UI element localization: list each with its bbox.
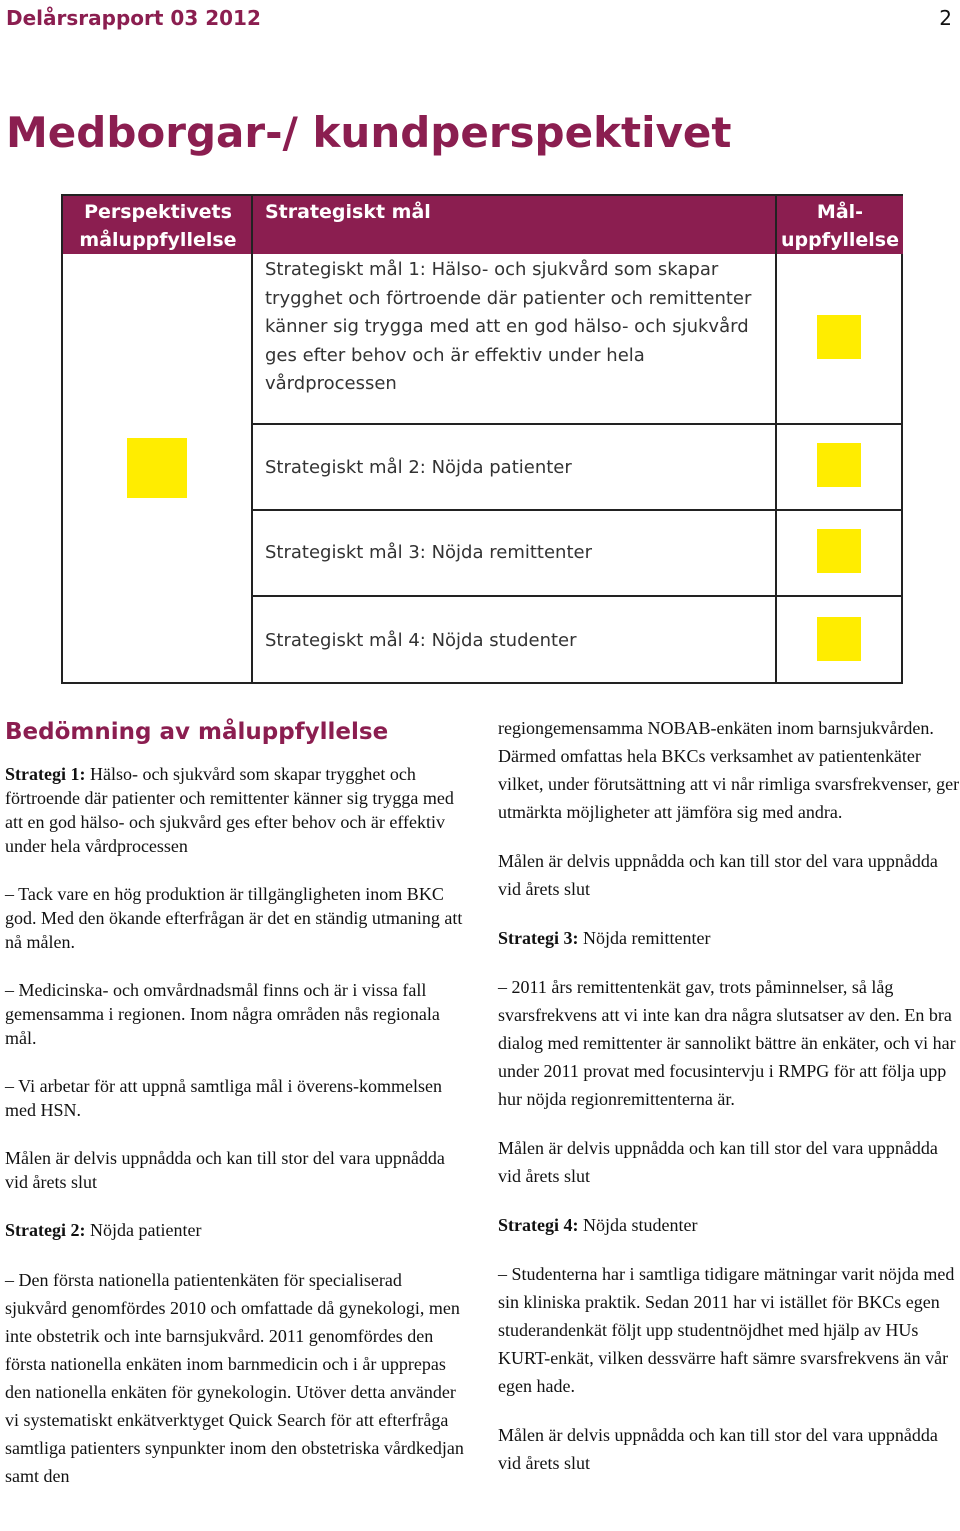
strategy-2-bullet-1: – Den första nationella patientenkäten för specialiserad sjukvård genomfördes 2010 och omfattade då gynekologi, men inte obstetrik och inte barnsjukvård. 2011 genomfördes den första nationella enkäten inom barnmedicin och i år upprepas den nationella enkäten för gynekologin. Utöver detta använder vi systematiskt enkätverktyget Quick Search för att efterfråga samtliga patienters synpunkter inom den obstetriska vårdkedjan samt den bbox=[5, 1270, 464, 1486]
strategy-1-bullet-2: – Medicinska- och omvårdnadsmål finns och är i vissa fall gemensamma i regionen. Inom några områden nås regionala mål. bbox=[5, 980, 440, 1048]
strategy-4-label: Strategi 4: bbox=[498, 1215, 579, 1235]
strategy-3-text: Nöjda remittenter bbox=[582, 928, 711, 948]
table-header-strategic-goal: Strategiskt mål bbox=[253, 196, 777, 254]
page-title: Medborgar-/ kundperspektivet bbox=[6, 108, 732, 157]
strategy-2-label: Strategi 2: bbox=[5, 1220, 86, 1240]
strategy-3-paragraph bbox=[498, 924, 960, 952]
strategy-1-result: Målen är delvis uppnådda och kan till stor del vara uppnådda vid årets slut bbox=[5, 1148, 445, 1192]
goal-2-text: Strategiskt mål 2: Nöjda patienter bbox=[265, 457, 572, 478]
left-column bbox=[5, 716, 467, 1514]
strategy-2-paragraph bbox=[5, 1218, 467, 1242]
assessment-heading: Bedömning av måluppfyllelse bbox=[5, 719, 389, 745]
goal-4-text: Strategiskt mål 4: Nöjda studenter bbox=[265, 630, 577, 651]
strategy-3-result: Målen är delvis uppnådda och kan till stor del vara uppnådda vid årets slut bbox=[498, 1138, 938, 1186]
strategy-4-result: Målen är delvis uppnådda och kan till stor del vara uppnådda vid årets slut bbox=[498, 1425, 938, 1473]
strategy-3-bullet-1: – 2011 års remittentenkät gav, trots påminnelser, så låg svarsfrekvens att vi inte kan dra några slutsatser av den. En bra dialog med remittenter är sannolikt bättre än enkäter, och vi har under 2011 provat med focusintervju i RMPG för att följa upp hur nöjda regionremittenterna är. bbox=[498, 977, 956, 1109]
right-column bbox=[498, 714, 960, 1498]
strategy-1-text: Hälso- och sjukvård som skapar trygghet och förtroende där patienter och remittenter känner sig trygga med att en god hälso- och sjukvård ges efter behov och är effektiv under hela vårdprocessen bbox=[5, 764, 454, 856]
table-divider bbox=[253, 595, 901, 597]
page-number: 2 bbox=[939, 6, 952, 30]
goal-2-status-indicator bbox=[817, 443, 861, 487]
table-divider bbox=[253, 423, 901, 425]
strategy-2-result: Målen är delvis uppnådda och kan till stor del vara uppnådda vid årets slut bbox=[498, 851, 938, 899]
table-divider bbox=[775, 196, 777, 682]
goal-table bbox=[61, 194, 903, 684]
goal-3-text: Strategiskt mål 3: Nöjda remittenter bbox=[265, 542, 592, 563]
strategy-4-text: Nöjda studenter bbox=[582, 1215, 698, 1235]
strategy-3-label: Strategi 3: bbox=[498, 928, 579, 948]
goal-1-status-indicator bbox=[817, 315, 861, 359]
strategy-4-paragraph bbox=[498, 1211, 960, 1239]
strategy-1-label: Strategi 1: bbox=[5, 764, 86, 784]
strategy-2-text: Nöjda patienter bbox=[89, 1220, 202, 1240]
overall-status-indicator bbox=[127, 438, 187, 498]
goal-1-text: Strategiskt mål 1: Hälso- och sjukvård som skapar trygghet och förtroende där patienter och remittenter känner sig trygga med att en god hälso- och sjukvård ges efter behov och är effektiv under hela vårdprocessen bbox=[265, 259, 752, 394]
strategy-4-bullet-1: – Studenterna har i samtliga tidigare mätningar varit nöjda med sin kliniska praktik. Sedan 2011 har vi istället för BKCs egen studerandenkät följt upp studentnöjdhet med hjälp av HUs KURT-enkät, vilken dessvärre haft sämre svarsfrekvens än vår egen hade. bbox=[498, 1264, 955, 1396]
table-header-goal-fulfilment: Mål-uppfyllelse bbox=[777, 196, 903, 254]
goal-3-status-indicator bbox=[817, 529, 861, 573]
table-divider bbox=[251, 196, 253, 682]
table-header-perspective: Perspektivets måluppfyllelse bbox=[63, 196, 253, 254]
table-divider bbox=[253, 509, 901, 511]
strategy-2-continued: regiongemensamma NOBAB-enkäten inom barnsjukvården. Därmed omfattas hela BKCs verksamhet av patientenkäter vilket, under förutsättning att vi når rimliga svarsfrekvenser, ger utmärkta möjligheter att jämföra sig med andra. bbox=[498, 718, 960, 822]
strategy-1-bullet-1: – Tack vare en hög produktion är tillgängligheten inom BKC god. Med den ökande efterfrågan är det en ständig utmaning att nå målen. bbox=[5, 884, 463, 952]
strategy-1-paragraph bbox=[5, 762, 467, 858]
strategy-1-bullet-3: – Vi arbetar för att uppnå samtliga mål i överens-kommelsen med HSN. bbox=[5, 1076, 442, 1120]
goal-4-status-indicator bbox=[817, 617, 861, 661]
report-header-title: Delårsrapport 03 2012 bbox=[6, 6, 261, 30]
